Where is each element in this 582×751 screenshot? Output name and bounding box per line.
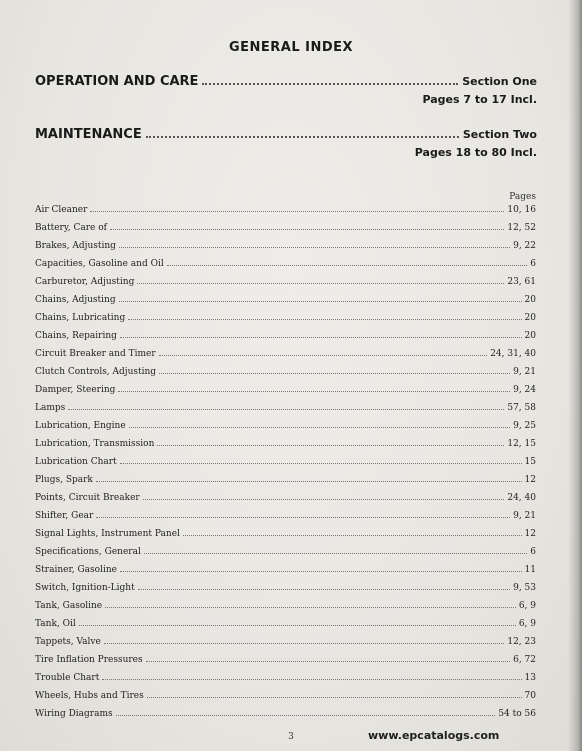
index-entry (35, 367, 536, 385)
entry-name: Tire Inflation Pressures (35, 655, 143, 665)
index-entry (35, 475, 536, 493)
leader-dots (143, 498, 505, 500)
index-entry (35, 313, 536, 331)
leader-dots (105, 606, 516, 608)
index-entry (35, 619, 536, 637)
entry-name: Tappets, Valve (35, 637, 101, 647)
section-name: OPERATION AND CARE (35, 74, 199, 89)
entry-name: Capacities, Gasoline and Oil (35, 259, 164, 269)
leader-dots (138, 588, 510, 590)
entry-name: Circuit Breaker and Timer (35, 349, 156, 359)
leader-dots (120, 570, 522, 572)
leader-dots (118, 390, 510, 392)
entry-pages: 12, 52 (507, 223, 536, 233)
entry-pages: 70 (524, 691, 536, 701)
leader-dots (159, 354, 488, 356)
index-entry (35, 349, 536, 367)
section-pages: Pages 7 to 17 Incl. (422, 93, 537, 106)
leader-dots (128, 318, 521, 320)
entry-pages: 20 (524, 313, 536, 323)
entry-name: Air Cleaner (35, 205, 88, 215)
index-entry (35, 529, 536, 547)
index-entry (35, 511, 536, 529)
entry-name: Points, Circuit Breaker (35, 493, 140, 503)
entry-pages: 9, 24 (513, 385, 536, 395)
index-entry (35, 655, 536, 673)
leader-dots (137, 282, 504, 284)
entry-pages: 12, 15 (507, 439, 536, 449)
leader-dots (120, 462, 522, 464)
entry-name: Chains, Adjusting (35, 295, 116, 305)
entry-name: Tank, Oil (35, 619, 76, 629)
leader-dots (119, 300, 522, 302)
page-edge-shadow (568, 0, 582, 751)
index-entry (35, 493, 536, 511)
entry-pages: 10, 16 (507, 205, 536, 215)
entry-name: Tank, Gasoline (35, 601, 103, 611)
index-entry (35, 241, 536, 259)
leader-dots (79, 624, 516, 626)
page-title: GENERAL INDEX (228, 40, 354, 55)
index-entry (35, 457, 536, 475)
index-entry (35, 259, 536, 277)
entry-pages: 20 (524, 331, 536, 341)
section-label: Section One (462, 75, 537, 88)
leader-dots (104, 642, 505, 644)
index-entry (35, 547, 536, 565)
index-entry (35, 223, 536, 241)
entry-name: Chains, Repairing (35, 331, 117, 341)
entry-name: Switch, Ignition-Light (35, 583, 135, 593)
entry-name: Clutch Controls, Adjusting (35, 367, 157, 377)
leader-dots (110, 228, 504, 230)
entry-name: Lubrication, Engine (35, 421, 126, 431)
index-entry (35, 691, 536, 709)
section-label: Section Two (462, 128, 537, 141)
entry-pages: 6, 72 (513, 655, 536, 665)
entry-pages: 13 (524, 673, 536, 683)
leader-dots (116, 714, 496, 716)
leader-dots (68, 408, 504, 410)
entry-pages: 6 (530, 547, 536, 557)
watermark-text: www.epcatalogs.com (368, 729, 500, 742)
entry-pages: 9, 21 (513, 367, 536, 377)
index-entry (35, 583, 536, 601)
entry-pages: 12, 23 (507, 637, 536, 647)
section-pages: Pages 18 to 80 Incl. (414, 146, 537, 159)
section-maintenance (35, 127, 537, 159)
entry-name: Plugs, Spark (35, 475, 93, 485)
entry-name: Wiring Diagrams (35, 709, 113, 719)
entry-pages: 6, 9 (518, 619, 536, 629)
leader-dots (129, 426, 510, 428)
index-entry (35, 295, 536, 313)
entry-pages: 23, 61 (507, 277, 536, 287)
entry-name: Strainer, Gasoline (35, 565, 117, 575)
index-entry (35, 439, 536, 457)
entry-name: Battery, Care of (35, 223, 107, 233)
entry-name: Trouble Chart (35, 673, 100, 683)
entry-pages: 20 (524, 295, 536, 305)
entry-name: Lubrication, Transmission (35, 439, 155, 449)
leader-dots (157, 444, 504, 446)
entry-name: Carburetor, Adjusting (35, 277, 135, 287)
leader-dots (146, 660, 510, 662)
leader-dots (144, 552, 527, 554)
entry-pages: 24, 31, 40 (490, 349, 536, 359)
leader-dots (202, 82, 458, 85)
leader-dots (120, 336, 522, 338)
entry-pages: 9, 21 (513, 511, 536, 521)
entry-pages: 9, 25 (513, 421, 536, 431)
leader-dots (159, 372, 510, 374)
index-entry (35, 601, 536, 619)
entry-pages: 12 (524, 529, 536, 539)
entry-pages: 9, 22 (513, 241, 536, 251)
index-entry (35, 403, 536, 421)
entry-pages: 15 (524, 457, 536, 467)
entry-pages: 6 (530, 259, 536, 269)
index-entry (35, 331, 536, 349)
entry-name: Lubrication Chart (35, 457, 117, 467)
entry-name: Shifter, Gear (35, 511, 94, 521)
entry-name: Lamps (35, 403, 66, 413)
leader-dots (167, 264, 528, 266)
index-list (35, 205, 536, 727)
index-entry (35, 709, 536, 727)
index-entry (35, 673, 536, 691)
entry-name: Specifications, General (35, 547, 141, 557)
entry-name: Signal Lights, Instrument Panel (35, 529, 180, 539)
page-number: 3 (288, 732, 294, 742)
pages-column-header: Pages (509, 192, 536, 202)
entry-pages: 11 (524, 565, 536, 575)
entry-name: Brakes, Adjusting (35, 241, 116, 251)
entry-pages: 9, 53 (513, 583, 536, 593)
leader-dots (96, 480, 522, 482)
entry-name: Chains, Lubricating (35, 313, 126, 323)
leader-dots (147, 696, 522, 698)
entry-pages: 24, 40 (507, 493, 536, 503)
entry-pages: 6, 9 (518, 601, 536, 611)
entry-name: Damper, Steering (35, 385, 116, 395)
entry-pages: 12 (524, 475, 536, 485)
leader-dots (119, 246, 510, 248)
entry-pages: 54 to 56 (498, 709, 536, 719)
index-entry (35, 205, 536, 223)
leader-dots (102, 678, 521, 680)
leader-dots (183, 534, 522, 536)
leader-dots (96, 516, 510, 518)
index-entry (35, 421, 536, 439)
entry-pages: 57, 58 (507, 403, 536, 413)
section-name: MAINTENANCE (35, 127, 142, 142)
index-entry (35, 637, 536, 655)
entry-name: Wheels, Hubs and Tires (35, 691, 144, 701)
leader-dots (90, 210, 504, 212)
leader-dots (146, 135, 459, 138)
index-entry (35, 565, 536, 583)
index-entry (35, 385, 536, 403)
section-operation-and-care (35, 74, 537, 106)
index-entry (35, 277, 536, 295)
